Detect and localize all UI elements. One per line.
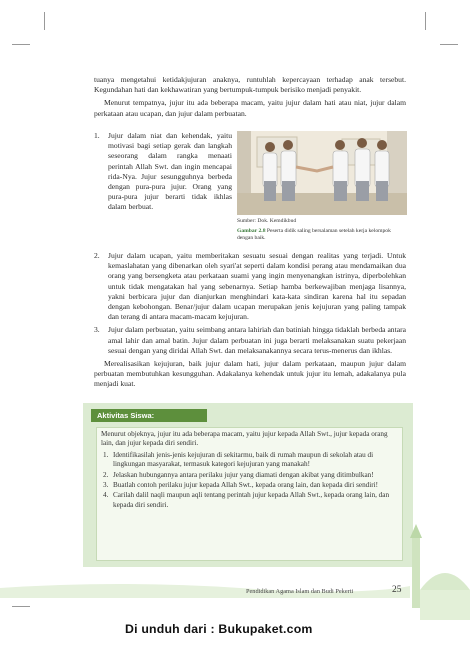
photo-illustration xyxy=(237,131,407,215)
caption-text: Peserta didik saling bersalaman setelah kerja kelompok dengan baik. xyxy=(237,228,391,241)
activity-panel xyxy=(83,403,413,567)
activity-text: Identifikasilah jenis-jenis kejujuran di sekitarmu, baik di rumah maupun di sekolah atau di lingkungan masyarakat, termasuk kategori kejujuran yang manakah! xyxy=(113,450,374,469)
figure-caption xyxy=(237,228,407,242)
list-item-1 xyxy=(94,131,232,216)
paragraph: tuanya mengetahui ketidakjujuran anaknya, runtuhlah kepercayaan terhadap anak tersebut. Kegundahan hati dan kekhawatiran yang bertumpuk-tumpuk berisiko menjadi penyakit. xyxy=(94,75,406,95)
photo-students-handshake xyxy=(237,131,407,215)
crop-mark xyxy=(12,606,30,607)
caption-label: Gambar 2.8 xyxy=(237,228,266,234)
mosque-decoration-icon xyxy=(390,520,470,630)
list-number: 1. xyxy=(94,131,100,140)
activity-item xyxy=(101,491,397,510)
figure xyxy=(237,131,407,242)
activity-number: 3. xyxy=(103,481,109,490)
activity-text: Jelaskan hubungannya antara perilaku jujur yang diamati dengan akibat yang ditimbulkan! xyxy=(113,470,374,479)
list-item xyxy=(94,251,406,322)
body-text-top xyxy=(94,75,406,122)
activity-content xyxy=(101,430,397,511)
paragraph: Menurut tempatnya, jujur itu ada beberapa macam, yaitu jujur dalam hati atau niat, jujur dalam perkataan atau ucapan, dan jujur dalam perbuatan. xyxy=(94,98,406,118)
list-number: 2. xyxy=(94,251,100,260)
download-banner-text[interactable]: Di unduh dari : Bukupaket.com xyxy=(125,622,313,636)
crop-mark xyxy=(440,44,458,45)
activity-number: 4. xyxy=(103,491,109,500)
crop-mark xyxy=(12,44,30,45)
list-text: Jujur dalam niat dan kehendak, yaitu motivasi bagi setiap gerak dan langkah seseorang dalam rangka menaati perintah Allah Swt. dan ingin mencapai rida-Nya. Jujur sesungguhnya berbeda dengan pura-pura jujur. Orang yang pura-pura jujur berarti tidak ikhlas dalam berbuat. xyxy=(108,131,232,212)
activity-item xyxy=(101,481,397,490)
crop-mark xyxy=(44,12,45,30)
list-item xyxy=(94,325,406,356)
activity-number: 1. xyxy=(103,450,109,459)
activity-text: Carilah dalil naqli maupun aqli tentang perintah jujur kepada Allah Swt., kepada orang lain, dan kepada diri sendiri. xyxy=(113,491,390,509)
page-number: 25 xyxy=(392,585,402,595)
list-item xyxy=(94,131,232,213)
crop-mark xyxy=(425,12,426,30)
body-text-list xyxy=(94,251,406,393)
activity-item xyxy=(101,471,397,480)
activity-title: Aktivitas Siswa: xyxy=(91,409,207,422)
activity-text: Buatlah contoh perilaku jujur kepada Allah Swt., kepada orang lain, dan kepada diri sendiri! xyxy=(113,481,379,490)
activity-item xyxy=(101,451,397,470)
list-text: Jujur dalam perbuatan, yaitu seimbang antara lahiriah dan batiniah hingga tidaklah berbeda antara amal lahir dan amal batin. Jujur dalam perbuatan ini juga berarti melaksanakan suatu pekerjaan sesuai dengan yang diridai Allah Swt. dan melaksanakannya secara terus-menerus dan ikhlas. xyxy=(108,325,406,355)
activity-number: 2. xyxy=(103,470,109,479)
list-number: 3. xyxy=(94,325,100,335)
list-text: Jujur dalam ucapan, yaitu memberitakan sesuatu sesuai dengan realitas yang terjadi. Untuk kemaslahatan yang dibenarkan oleh syari'at seperti dalam kondisi perang atau mendamaikan dua orang yang bersengketa atau perkataan suami yang ingin menyenangkan istrinya, diperbolehkan untuk tidak mengatakan hal yang sebenarnya. Setiap hamba berkewajiban menjaga lisannya, yakni berbicara jujur dan dianjurkan menghindari kata-kata sindiran karena hal itu sepadan dengan kebohongan. Benar/jujur dalam ucapan merupakan jenis kejujuran yang paling tampak dan terang di antara macam-macam kejujuran. xyxy=(108,251,406,322)
paragraph: Merealisasikan kejujuran, baik jujur dalam hati, jujur dalam perkataan, maupun jujur dalam perbuatan membutuhkan kesungguhan. Adakalanya kehendak untuk jujur itu lemah, adakalanya pula menjadi kuat. xyxy=(94,359,406,389)
figure-source: Sumber: Dok. Kemdikbud xyxy=(237,218,297,224)
activity-intro: Menurut objeknya, jujur itu ada beberapa macam, yaitu jujur kepada Allah Swt., jujur kepada orang lain, dan jujur kepada diri sendiri. xyxy=(101,430,388,448)
book-title: Pendidikan Agama Islam dan Budi Pekerti xyxy=(246,588,354,595)
